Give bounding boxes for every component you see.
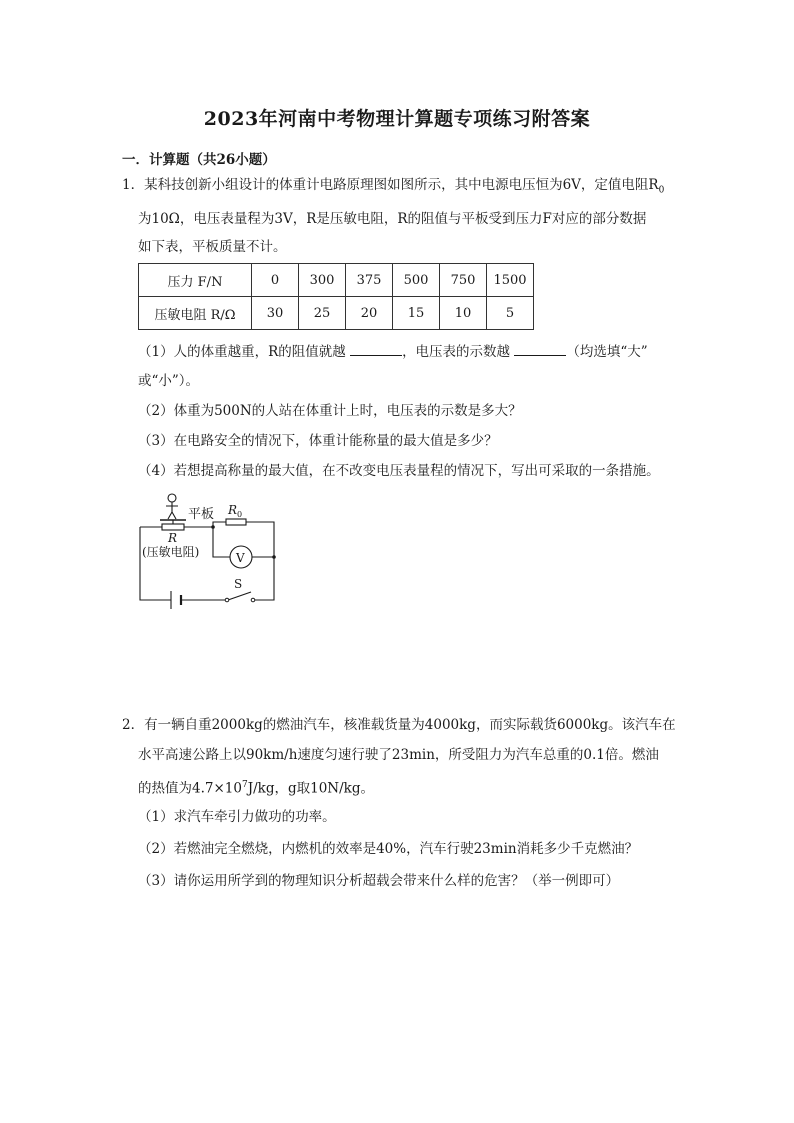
person-head xyxy=(168,494,176,502)
circuit-diagram xyxy=(130,488,290,614)
q2-sub-1: （1）求汽车牵引力做功的功率。 xyxy=(138,809,336,825)
q1-sub-1: （1）人的体重越重，R的阻值就越 ，电压表的示数越 （均选填“大” xyxy=(138,344,648,360)
label-plate: 平板 xyxy=(188,507,215,522)
table-cell: 750 xyxy=(440,264,487,297)
wire xyxy=(254,557,274,600)
junction-dot xyxy=(272,555,276,559)
table-row xyxy=(139,297,534,330)
pressure-resistor xyxy=(162,524,184,530)
junction-dot xyxy=(211,525,215,529)
q2-sub-3: （3）请你运用所学到的物理知识分析超载会带来什么样的危害？（举一例即可） xyxy=(138,873,620,889)
table-header-resistance: 压敏电阻 R/Ω xyxy=(139,297,252,330)
table-header-pressure: 压力 F/N xyxy=(139,264,252,297)
q1-sub-3: （3）在电路安全的情况下，体重计能称量的最大值是多少？ xyxy=(138,433,498,449)
pressure-resistance-table xyxy=(138,263,534,330)
switch-contact xyxy=(251,598,255,602)
q2-sub-2: （2）若燃油完全燃烧，内燃机的效率是40%，汽车行驶23min消耗多少千克燃油？ xyxy=(138,841,639,857)
table-cell: 375 xyxy=(346,264,393,297)
q1-intro-line-3: 如下表，平板质量不计。 xyxy=(138,239,287,255)
label-r-desc: (压敏电阻) xyxy=(142,545,200,559)
table-cell: 20 xyxy=(346,297,393,330)
answer-blank xyxy=(514,342,566,356)
table-cell: 10 xyxy=(440,297,487,330)
table-cell: 25 xyxy=(299,297,346,330)
q1-intro-line-1: 1．某科技创新小组设计的体重计电路原理图如图所示，其中电源电压恒为6V，定值电阻$R_0$ xyxy=(122,177,665,196)
switch-contact xyxy=(225,598,229,602)
section-heading: 一．计算题（共26小题） xyxy=(122,152,276,168)
q2-intro-line-2: 水平高速公路上以90km/h速度匀速行驶了23min，所受阻力为汽车总重的0.1倍。燃油 xyxy=(138,747,659,763)
table-cell: 1500 xyxy=(487,264,534,297)
switch-arm xyxy=(228,592,251,600)
q1-sub-4: （4）若想提高称量的最大值，在不改变电压表量程的情况下，写出可采取的一条措施。 xyxy=(138,463,660,479)
table-cell: 0 xyxy=(252,264,299,297)
q2-intro-line-3: 的热值为$4.7\times 10^7J/kg$，g取10N/kg。 xyxy=(138,780,374,797)
table-cell: 5 xyxy=(487,297,534,330)
table-cell: 300 xyxy=(299,264,346,297)
answer-blank xyxy=(350,342,402,356)
label-switch: S xyxy=(234,577,243,591)
table-cell: 15 xyxy=(393,297,440,330)
table-row xyxy=(139,264,534,297)
q1-sub-2: （2）体重为500N的人站在体重计上时，电压表的示数是多大？ xyxy=(138,403,522,419)
label-voltmeter: V xyxy=(236,551,245,565)
q1-intro-line-2: 为10Ω，电压表量程为3V，R是压敏电阻，R的阻值与平板受到压力F对应的部分数据 xyxy=(138,211,647,227)
r0-resistor xyxy=(226,519,246,525)
table-cell: 30 xyxy=(252,297,299,330)
label-r: R xyxy=(168,531,178,545)
q1-sub-1-cont: 或“小”）。 xyxy=(138,373,200,389)
page-title: 2023年河南中考物理计算题专项练习附答案 xyxy=(203,108,591,130)
label-r0: $R_0$ xyxy=(228,503,243,519)
table-cell: 500 xyxy=(393,264,440,297)
person-body xyxy=(166,502,178,519)
q2-intro-line-1: 2．有一辆自重2000kg的燃油汽车，核准载货量为4000kg，而实际载货6000kg。该汽车在 xyxy=(122,717,676,733)
